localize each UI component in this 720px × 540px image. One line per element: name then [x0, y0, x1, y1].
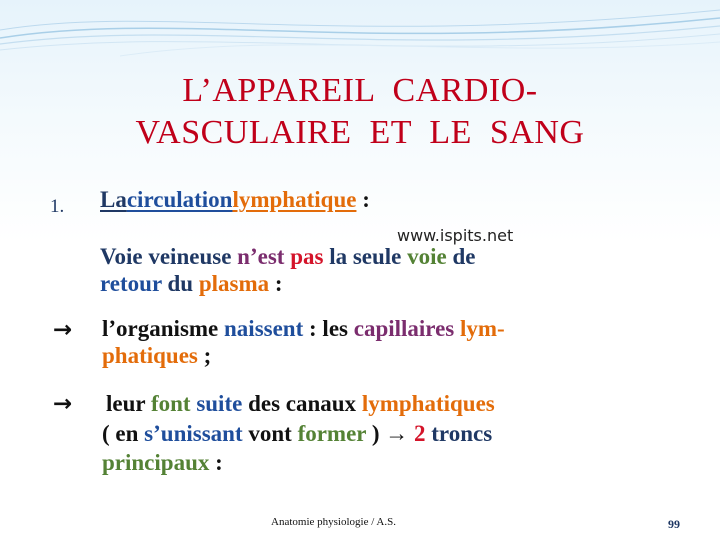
p2-lorganisme: l’organisme: [102, 316, 219, 341]
heading-word-circulation: circulation: [126, 187, 233, 212]
p1-de: de: [452, 244, 476, 269]
p1-nest: n’est: [237, 244, 285, 269]
p3-suite: suite: [196, 391, 243, 416]
section-number: 1.: [50, 196, 65, 217]
p2-lym: lym-: [460, 316, 505, 341]
p1-plasma: plasma: [198, 271, 270, 296]
paragraph-3-line-1: [106, 392, 495, 416]
p3-leur: leur: [106, 391, 146, 416]
heading-colon: :: [362, 187, 370, 212]
p3-colon: :: [215, 450, 223, 475]
p3-lymphatiques: lymphatiques: [361, 391, 495, 416]
footer-text: Anatomie physiologie / A.S.: [271, 516, 396, 528]
p3-principaux: principaux: [102, 450, 210, 475]
watermark-url: www.ispits.net: [397, 226, 514, 245]
page-number: 99: [668, 517, 680, 531]
p1-colon: :: [274, 271, 283, 296]
p3-en: ( en: [102, 421, 139, 446]
slide-title: [40, 70, 680, 154]
p1-la-seule: la seule: [329, 244, 402, 269]
p1-voie: voie: [407, 244, 447, 269]
heading-word-la: La: [100, 187, 127, 212]
p1-du: du: [167, 271, 194, 296]
title-line-2: VASCULAIRE ET LE SANG: [135, 114, 585, 151]
p1-voie-veineuse: Voie veineuse: [100, 244, 232, 269]
p3-vont: vont: [248, 421, 292, 446]
p3-font: font: [150, 391, 191, 416]
decorative-swoosh-lines: [0, 0, 720, 70]
p2-phatiques: phatiques: [102, 343, 198, 368]
paragraph-2-line-2: [102, 344, 211, 368]
title-line-1: L’APPAREIL CARDIO-: [182, 72, 538, 109]
heading-word-lymphatique: lymphatique: [232, 187, 357, 212]
p3-sunissant: s’unissant: [144, 421, 243, 446]
arrow-icon: →: [53, 317, 73, 343]
paragraph-1-line-1: [100, 245, 476, 269]
p1-pas: pas: [290, 244, 324, 269]
paragraph-1-line-2: [100, 272, 283, 296]
paragraph-3-line-3: [102, 451, 223, 475]
section-heading: [100, 188, 370, 212]
p3-former: former: [297, 421, 367, 446]
p3-troncs: troncs: [431, 421, 493, 446]
p2-semicolon: ;: [203, 343, 212, 368]
p3-des-canaux: des canaux: [248, 391, 357, 416]
p3-two: 2: [414, 421, 426, 446]
p3-paren-arrow: ) →: [371, 421, 409, 446]
paragraph-3-line-2: [102, 422, 492, 446]
p2-naissent: naissent: [224, 316, 304, 341]
arrow-icon: →: [53, 391, 73, 417]
p2-capillaires: capillaires: [353, 316, 455, 341]
paragraph-2-line-1: [102, 317, 505, 341]
p2-les: : les: [309, 316, 348, 341]
p1-retour: retour: [100, 271, 162, 296]
